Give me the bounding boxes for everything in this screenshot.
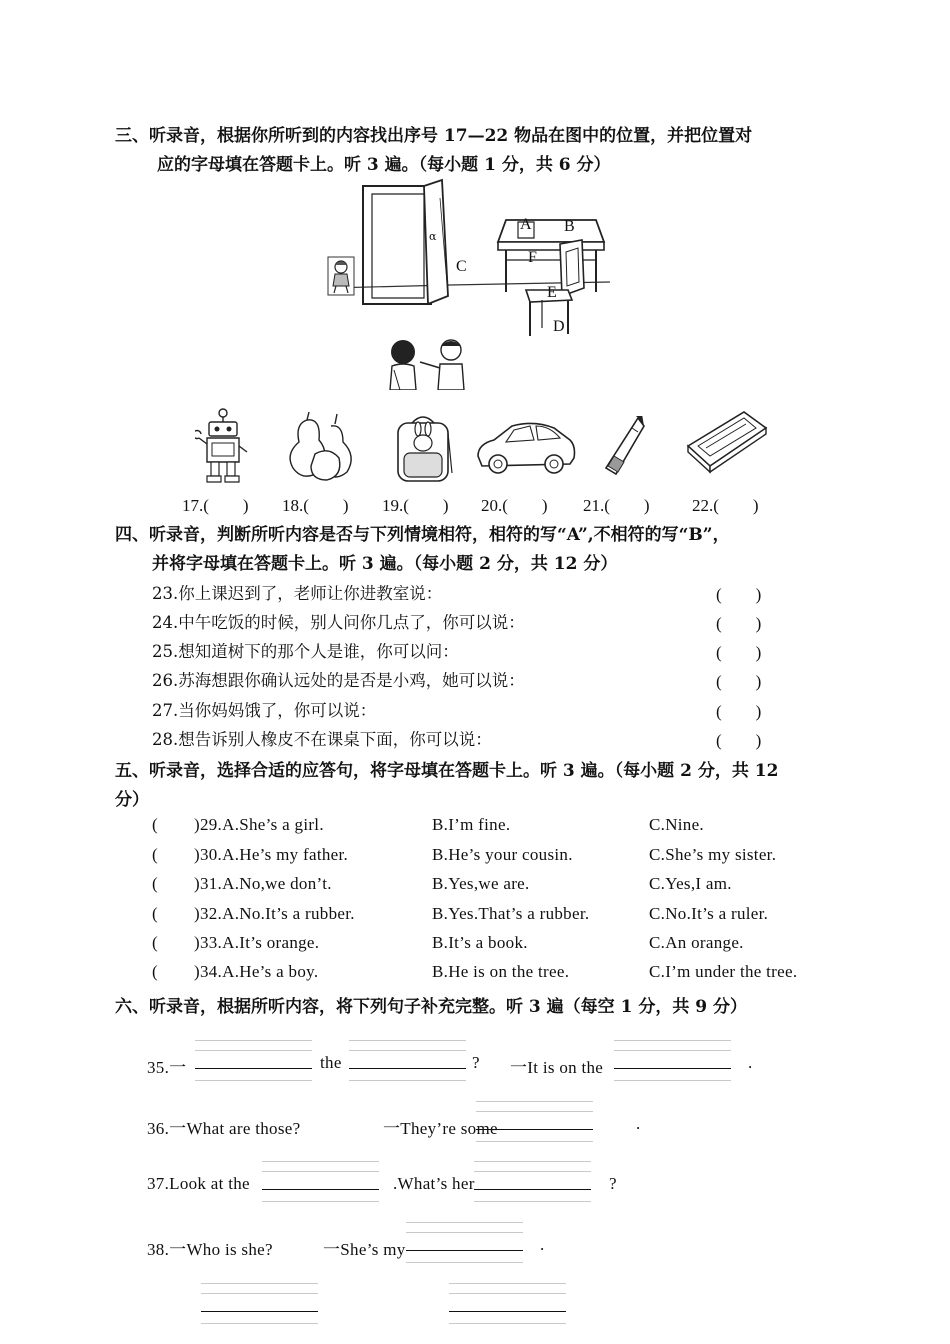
q26-answer: ( )	[716, 672, 762, 691]
schoolbag-icon	[390, 413, 456, 483]
q35-answer-text: 一It is on the	[510, 1058, 604, 1077]
section5-title-line2: 分）	[115, 790, 149, 810]
q34-option-b: B.He is on the tree.	[432, 962, 570, 981]
q34-option-c: C.I’m under the tree.	[649, 962, 798, 981]
q32-option-b: B.Yes.That’s a rubber.	[432, 904, 590, 923]
q30-option-c: C.She’s my sister.	[649, 845, 777, 864]
section4-title-line2: 并将字母填在答题卡上。听 3 遍。（每小题 2 分，共 12 分）	[152, 554, 618, 574]
scene-letter-b: B	[564, 218, 575, 235]
q34-option-a: )34.A.He’s a boy.	[194, 962, 319, 981]
scene-letter-f: F	[528, 249, 538, 266]
q36-blank[interactable]	[476, 1101, 593, 1141]
q25-answer: ( )	[716, 643, 762, 662]
q30-option-a: )30.A.He’s my father.	[194, 845, 349, 864]
q31-option-b: B.Yes,we are.	[432, 874, 530, 893]
q29-option-c: C.Nine.	[649, 815, 704, 834]
q38-period: .	[540, 1235, 545, 1254]
door-letter: α	[429, 230, 437, 243]
q30-paren: (	[152, 845, 158, 864]
q37-mid-text: .What’s her	[393, 1174, 475, 1193]
q33-option-b: B.It’s a book.	[432, 933, 528, 952]
q37-blank-2[interactable]	[474, 1161, 591, 1201]
section4-title-line1: 四、听录音，判断所听内容是否与下列情境相符，相符的写“A”,不相符的写“B”，	[115, 525, 730, 545]
item-18: 18.( )	[282, 496, 349, 515]
q23-answer: ( )	[716, 585, 762, 604]
q32-paren: (	[152, 904, 158, 923]
q27-answer: ( )	[716, 702, 762, 721]
q35-blank-1[interactable]	[195, 1040, 312, 1080]
q29-option-a: )29.A.She’s a girl.	[194, 815, 324, 834]
q35-number: 35.一	[147, 1058, 187, 1077]
q32-option-a: )32.A.No.It’s a rubber.	[194, 904, 355, 923]
two-kids-icon	[386, 336, 472, 390]
item-21: 21.( )	[583, 496, 650, 515]
scene-letter-a: A	[520, 216, 532, 233]
q29-option-b: B.I’m fine.	[432, 815, 511, 834]
q32-option-c: C.No.It’s a ruler.	[649, 904, 769, 923]
pears-icon	[285, 410, 361, 484]
q35-question-mark: ?	[472, 1053, 480, 1072]
q35-the: the	[320, 1053, 342, 1072]
scene-letter-e: E	[547, 284, 558, 301]
q25-text: 25.想知道树下的那个人是谁，你可以问：	[152, 642, 459, 661]
q37-question-mark: ?	[609, 1174, 617, 1193]
q24-answer: ( )	[716, 614, 762, 633]
q33-paren: (	[152, 933, 158, 952]
car-icon	[474, 418, 578, 476]
q33-option-a: )33.A.It’s orange.	[194, 933, 320, 952]
q38-question: 38.一Who is she?	[147, 1240, 273, 1259]
q24-text: 24.中午吃饭的时候，别人问你几点了，你可以说：	[152, 613, 525, 632]
q39-blank-1[interactable]	[201, 1283, 318, 1323]
q31-paren: (	[152, 874, 158, 893]
q34-paren: (	[152, 962, 158, 981]
item-22: 22.( )	[692, 496, 759, 515]
item-19: 19.( )	[382, 496, 449, 515]
q37-text: 37.Look at the	[147, 1174, 250, 1193]
q31-option-a: )31.A.No,we don’t.	[194, 874, 332, 893]
q35-blank-3[interactable]	[614, 1040, 731, 1080]
q36-answer-text: 一They’re some	[383, 1119, 498, 1138]
q28-text: 28.想告诉别人橡皮不在课桌下面，你可以说：	[152, 730, 492, 749]
q30-option-b: B.He’s your cousin.	[432, 845, 573, 864]
q37-blank-1[interactable]	[262, 1161, 379, 1201]
q23-text: 23.你上课迟到了，老师让你进教室说：	[152, 584, 443, 603]
q35-blank-2[interactable]	[349, 1040, 466, 1080]
q39-blank-2[interactable]	[449, 1283, 566, 1323]
section3-title-line2: 应的字母填在答题卡上。听 3 遍。（每小题 1 分，共 6 分）	[157, 155, 611, 175]
q36-period: .	[636, 1114, 641, 1133]
q26-text: 26.苏海想跟你确认远处的是否是小鸡，她可以说：	[152, 671, 525, 690]
scene-letter-d: D	[553, 318, 565, 335]
scene-illustration	[0, 0, 950, 400]
door-icon	[360, 178, 455, 310]
q31-option-c: C.Yes,I am.	[649, 874, 732, 893]
q38-answer-text: 一She’s my	[323, 1240, 406, 1259]
q33-option-c: C.An orange.	[649, 933, 744, 952]
q29-paren: (	[152, 815, 158, 834]
section5-title-line1: 五、听录音，选择合适的应答句，将字母填在答题卡上。听 3 遍。（每小题 2 分，共 12	[115, 761, 779, 781]
q27-text: 27.当你妈妈饿了，你可以说：	[152, 701, 377, 720]
pencil-box-icon	[684, 406, 770, 474]
q35-period: .	[748, 1053, 753, 1072]
scene-letter-c: C	[456, 258, 467, 275]
crayon-icon	[602, 416, 648, 478]
section3-title-line1: 三、听录音，根据你所听到的内容找出序号 17—22 物品在图中的位置，并把位置对	[115, 126, 753, 146]
section6-title: 六、听录音，根据所听内容，将下列句子补充完整。听 3 遍（每空 1 分，共 9 分）	[115, 997, 747, 1017]
item-17: 17.( )	[182, 496, 249, 515]
girl-icon	[327, 256, 355, 296]
robot-icon	[195, 408, 251, 484]
q28-answer: ( )	[716, 731, 762, 750]
q38-blank[interactable]	[406, 1222, 523, 1262]
item-20: 20.( )	[481, 496, 548, 515]
q36-question: 36.一What are those?	[147, 1119, 301, 1138]
